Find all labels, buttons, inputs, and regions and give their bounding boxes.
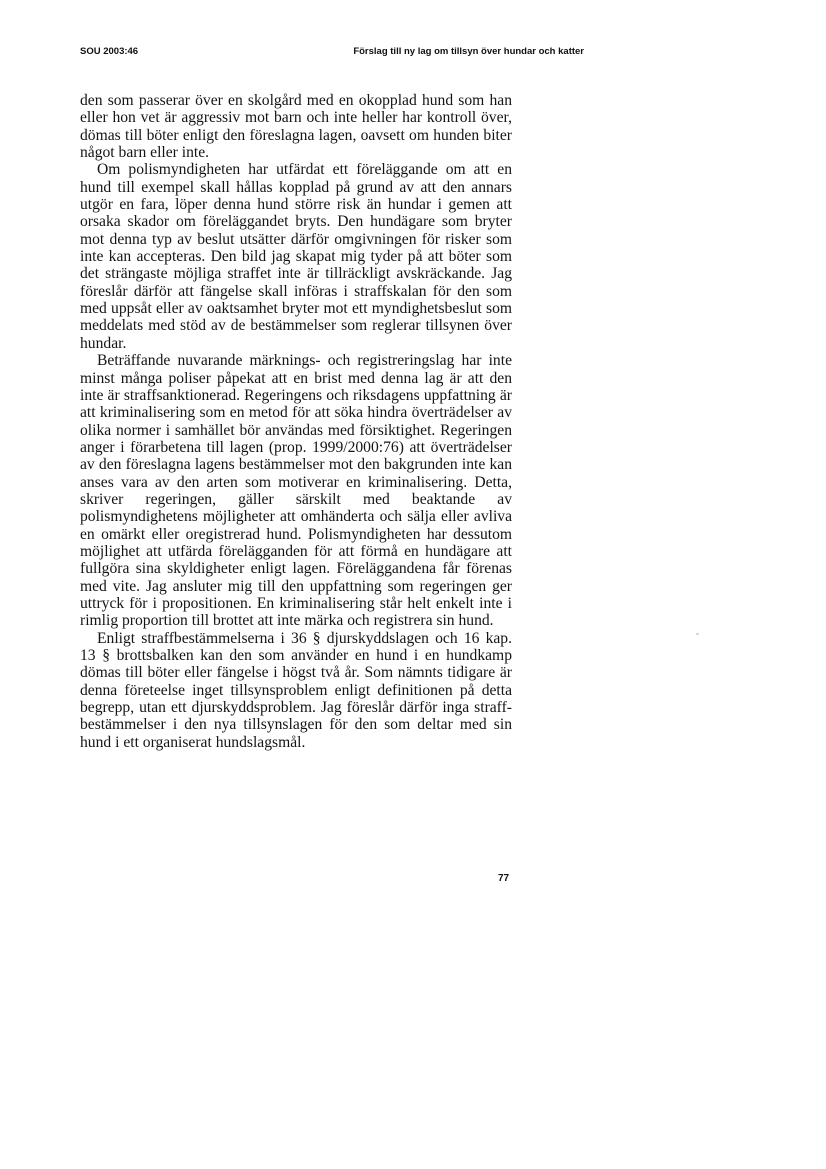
paragraph-1: den som passerar över en skolgård med en okopplad hund som han eller hon vet är aggressiv mot barn och inte heller har kontroll över, dömas till böter enligt den föreslagna lagen, oavsett om hunden biter något barn eller inte. — [80, 92, 512, 162]
scan-speck — [696, 633, 699, 635]
report-title: Förslag till ny lag om tillsyn över hundar och katter — [353, 46, 584, 57]
paragraph-2: Om polismyndigheten har utfärdat ett föreläggande om att en hund till exempel skall hållas kopplad på grund av att den annars utgör en fara, löper denna hund större risk än hundar i gemen att orsaka skador om föreläggandet bryts. Den hundägare som bryter mot denna typ av beslut utsätter därför omgivningen för risker som inte kan accepteras. Den bild jag skapat mig tyder på att böter som det strängaste möjliga straffet inte är tillräckligt avskräckande. Jag föreslår därför att fängelse skall införas i straffskalan för den som med uppsåt eller av oaktsamhet bryter mot ett myndighetsbeslut som meddelats med stöd av de bestämmelser som reglerar tillsynen över hundar. — [80, 161, 512, 352]
report-number: SOU 2003:46 — [80, 46, 139, 57]
paragraph-3: Beträffande nuvarande märknings- och registreringslag har inte minst många poliser påpekat att en brist med denna lag är att den inte är straffsanktionerad. Regeringens och riksdagens uppfattning är att kriminalisering som en metod för att söka hindra överträdelser av olika normer i samhället bör användas med försiktighet. Regeringen anger i förarbetena till lagen (prop. 1999/2000:76) att överträdelser av den föreslagna lagens bestämmelser mot den bakgrunden inte kan anses vara av den arten som motiverar en kriminalisering. Detta, skriver regeringen, gäller särskilt med beaktande av polismyndighetens möjligheter att omhänderta och sälja eller avliva en omärkt eller oregistrerad hund. Polismyndigheten har dessutom möjlighet att utfärda förelägganden för att förmå en hundägare att fullgöra sina skyldigheter enligt lagen. Föreläggandena får förenas med vite. Jag ansluter mig till den uppfattning som regeringen ger uttryck för i propositionen. En kriminalisering står helt enkelt inte i rimlig proportion till brottet att inte märka och registrera sin hund. — [80, 352, 512, 630]
running-header — [80, 46, 584, 62]
paragraph-4: Enligt straffbestämmelserna i 36 § djurskyddslagen och 16 kap. 13 § brottsbalken kan den som använder en hund i en hundkamp dömas till böter eller fängelse i högst två år. Som nämnts tidigare är denna företeelse inget tillsynsproblem enligt definitionen på detta begrepp, utan ett djurskyddsproblem. Jag föreslår därför inga straffbestämmelser i den nya tillsynslagen för den som deltar med sin hund i ett organiserat hundslagsmål. — [80, 629, 512, 751]
body-text — [80, 92, 512, 751]
page-number: 77 — [498, 873, 510, 884]
